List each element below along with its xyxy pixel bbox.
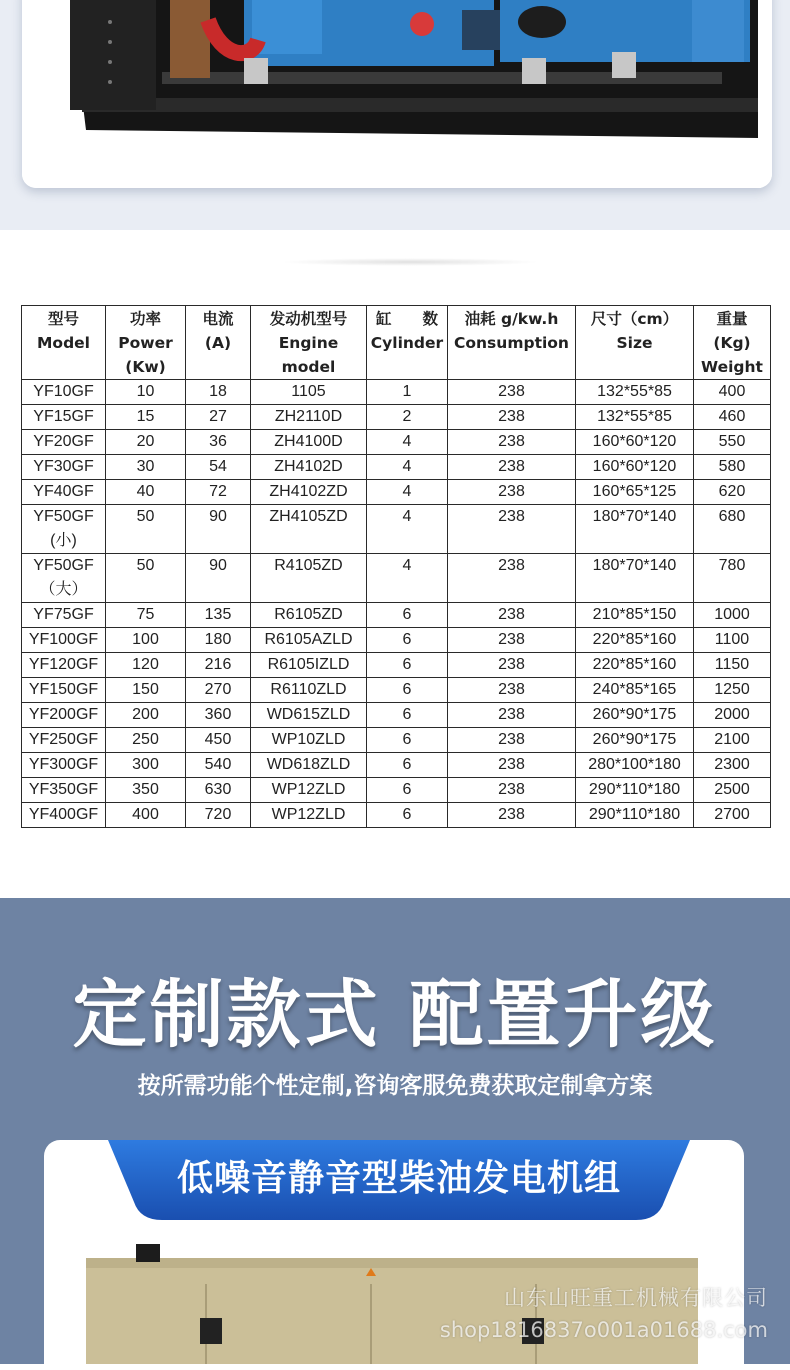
table-cell: 2300 — [694, 753, 771, 778]
table-row — [22, 678, 771, 703]
table-cell — [22, 405, 106, 430]
table-cell: 36 — [186, 430, 251, 455]
table-cell: 1105 — [251, 380, 367, 405]
table-cell: 6 — [367, 678, 448, 703]
table-cell: 250 — [106, 728, 186, 753]
table-cell: 460 — [694, 405, 771, 430]
table-cell: 238 — [448, 653, 576, 678]
spec-table-body — [22, 380, 771, 828]
model-name-line: YF40GF — [33, 483, 94, 500]
table-cell — [22, 778, 106, 803]
column-header-line: (Kw) — [125, 358, 166, 376]
table-cell — [22, 505, 106, 554]
model-name-line: YF300GF — [28, 756, 99, 773]
table-cell: 300 — [106, 753, 186, 778]
table-row — [22, 480, 771, 505]
table-cell: 160*65*125 — [576, 480, 694, 505]
table-cell — [22, 480, 106, 505]
table-cell — [22, 603, 106, 628]
promo-title: 定制款式 配置升级 — [72, 972, 718, 1058]
table-cell: 4 — [367, 505, 448, 554]
model-name-line: YF350GF — [28, 781, 99, 798]
table-cell: 580 — [694, 455, 771, 480]
table-cell: 238 — [448, 778, 576, 803]
table-cell: 1000 — [694, 603, 771, 628]
table-row — [22, 505, 771, 554]
table-cell: 1100 — [694, 628, 771, 653]
table-cell: 238 — [448, 455, 576, 480]
table-row — [22, 380, 771, 405]
table-cell: WD615ZLD — [251, 703, 367, 728]
table-cell — [22, 455, 106, 480]
model-name-line: YF120GF — [28, 656, 99, 673]
table-cell: 400 — [106, 803, 186, 828]
table-cell: 350 — [106, 778, 186, 803]
model-name-line: YF15GF — [33, 408, 94, 425]
table-cell: 132*55*85 — [576, 380, 694, 405]
spec-table — [21, 305, 771, 828]
promo-subtitle: 按所需功能个性定制,咨询客服免费获取定制拿方案 — [137, 1073, 653, 1099]
table-cell: 2700 — [694, 803, 771, 828]
table-cell: 1250 — [694, 678, 771, 703]
column-header-line: 油耗 g/kw.h — [464, 310, 559, 328]
table-cell: 18 — [186, 380, 251, 405]
table-cell: 238 — [448, 753, 576, 778]
column-header — [576, 306, 694, 380]
column-header-line: 型号 — [47, 310, 79, 328]
table-row — [22, 430, 771, 455]
table-cell: 180*70*140 — [576, 554, 694, 603]
table-cell: 6 — [367, 653, 448, 678]
table-cell: 90 — [186, 505, 251, 554]
table-cell — [22, 430, 106, 455]
table-cell: 680 — [694, 505, 771, 554]
table-row — [22, 653, 771, 678]
header-row — [22, 306, 771, 380]
table-cell: 260*90*175 — [576, 728, 694, 753]
table-cell: WP12ZLD — [251, 778, 367, 803]
table-cell — [22, 803, 106, 828]
watermark-shop: shop1816837o001a01688.com — [439, 1318, 768, 1342]
table-cell: 290*110*180 — [576, 778, 694, 803]
model-name-line: YF250GF — [28, 731, 99, 748]
table-cell: 120 — [106, 653, 186, 678]
model-name-line: YF200GF — [28, 706, 99, 723]
model-name-line: YF150GF — [28, 681, 99, 698]
table-cell: 132*55*85 — [576, 405, 694, 430]
spec-table-header — [22, 306, 771, 380]
table-cell: 238 — [448, 678, 576, 703]
table-cell — [22, 653, 106, 678]
table-cell — [22, 728, 106, 753]
table-cell: 180*70*140 — [576, 505, 694, 554]
column-header — [694, 306, 771, 380]
table-cell: 238 — [448, 480, 576, 505]
table-cell: 4 — [367, 554, 448, 603]
table-cell: 27 — [186, 405, 251, 430]
table-row — [22, 455, 771, 480]
table-cell: 1 — [367, 380, 448, 405]
table-cell: R6105AZLD — [251, 628, 367, 653]
table-cell: 280*100*180 — [576, 753, 694, 778]
column-header-line: (Kg) — [713, 334, 751, 352]
table-cell: WP10ZLD — [251, 728, 367, 753]
table-cell: 780 — [694, 554, 771, 603]
table-cell: 2 — [367, 405, 448, 430]
table-cell: WP12ZLD — [251, 803, 367, 828]
table-cell: 90 — [186, 554, 251, 603]
table-row — [22, 703, 771, 728]
column-header — [367, 306, 448, 380]
table-cell: 6 — [367, 803, 448, 828]
model-name-line: YF400GF — [28, 806, 99, 823]
table-cell: 72 — [186, 480, 251, 505]
table-cell: R4105ZD — [251, 554, 367, 603]
table-cell: 4 — [367, 455, 448, 480]
table-cell: 6 — [367, 703, 448, 728]
column-header-line: Power — [118, 334, 173, 352]
table-cell: 2500 — [694, 778, 771, 803]
table-cell: R6105IZLD — [251, 653, 367, 678]
table-row — [22, 803, 771, 828]
table-cell: 6 — [367, 628, 448, 653]
table-cell: 630 — [186, 778, 251, 803]
table-cell: 220*85*160 — [576, 653, 694, 678]
table-cell: 6 — [367, 603, 448, 628]
column-header-line: Engine — [278, 334, 339, 352]
table-cell: ZH4100D — [251, 430, 367, 455]
table-cell: ZH4105ZD — [251, 505, 367, 554]
table-cell: 540 — [186, 753, 251, 778]
decorative-shadow — [280, 258, 540, 266]
table-cell: 6 — [367, 728, 448, 753]
table-row — [22, 753, 771, 778]
model-name-line: YF75GF — [33, 606, 94, 623]
table-cell: 2000 — [694, 703, 771, 728]
table-cell: 238 — [448, 628, 576, 653]
table-cell: 160*60*120 — [576, 455, 694, 480]
table-cell: 15 — [106, 405, 186, 430]
table-cell: 200 — [106, 703, 186, 728]
column-header — [106, 306, 186, 380]
model-name-line: YF30GF — [33, 458, 94, 475]
table-cell: 1150 — [694, 653, 771, 678]
table-cell: 4 — [367, 430, 448, 455]
table-cell: R6105ZD — [251, 603, 367, 628]
table-row — [22, 778, 771, 803]
table-cell: 400 — [694, 380, 771, 405]
table-cell: 238 — [448, 803, 576, 828]
table-cell: R6110ZLD — [251, 678, 367, 703]
table-cell: 160*60*120 — [576, 430, 694, 455]
table-cell: 220*85*160 — [576, 628, 694, 653]
table-cell: 6 — [367, 778, 448, 803]
table-cell: 216 — [186, 653, 251, 678]
model-name-line: YF10GF — [33, 383, 94, 400]
table-cell: ZH4102ZD — [251, 480, 367, 505]
column-header-line: 重量 — [716, 310, 748, 328]
table-cell: 290*110*180 — [576, 803, 694, 828]
table-cell: 238 — [448, 505, 576, 554]
product-card — [22, 0, 772, 188]
table-cell: 260*90*175 — [576, 703, 694, 728]
column-header-line: Size — [616, 334, 653, 352]
model-name-line: YF20GF — [33, 433, 94, 450]
table-row — [22, 628, 771, 653]
table-cell: 50 — [106, 554, 186, 603]
table-cell: 6 — [367, 753, 448, 778]
table-cell: 4 — [367, 480, 448, 505]
table-row — [22, 603, 771, 628]
column-header-line: Consumption — [454, 334, 569, 352]
column-header-line: Weight — [701, 358, 763, 376]
table-cell: 2100 — [694, 728, 771, 753]
table-cell: 150 — [106, 678, 186, 703]
table-cell: 180 — [186, 628, 251, 653]
column-header-line: model — [281, 358, 336, 376]
table-cell: 100 — [106, 628, 186, 653]
table-cell: 10 — [106, 380, 186, 405]
table-cell: 550 — [694, 430, 771, 455]
table-row — [22, 554, 771, 603]
table-cell: 20 — [106, 430, 186, 455]
table-cell — [22, 380, 106, 405]
column-header-line: 发动机型号 — [269, 310, 348, 328]
table-cell — [22, 628, 106, 653]
table-cell: 210*85*150 — [576, 603, 694, 628]
column-header — [448, 306, 576, 380]
column-header-line: 电流 — [202, 310, 234, 328]
column-header-line: 尺寸（cm） — [590, 310, 679, 328]
column-header-line: Cylinder — [370, 334, 444, 352]
model-name-line: （大） — [39, 581, 88, 598]
model-name-line: YF100GF — [28, 631, 99, 648]
table-cell: ZH4102D — [251, 455, 367, 480]
table-cell: 240*85*165 — [576, 678, 694, 703]
table-cell: 270 — [186, 678, 251, 703]
table-cell: 238 — [448, 728, 576, 753]
table-cell: 450 — [186, 728, 251, 753]
column-header — [251, 306, 367, 380]
table-cell: 50 — [106, 505, 186, 554]
ribbon-title: 低噪音静音型柴油发电机组 — [176, 1158, 621, 1199]
table-cell: ZH2110D — [251, 405, 367, 430]
table-cell: 360 — [186, 703, 251, 728]
column-header — [186, 306, 251, 380]
table-cell: 720 — [186, 803, 251, 828]
model-name-line: (小) — [50, 532, 77, 549]
column-header-line: Model — [37, 334, 90, 352]
column-header-line: (A) — [204, 334, 232, 352]
table-cell: 238 — [448, 603, 576, 628]
diesel-generator-image — [22, 0, 772, 188]
model-name-line: YF50GF — [33, 557, 94, 574]
table-cell: 54 — [186, 455, 251, 480]
table-cell: 40 — [106, 480, 186, 505]
table-cell: 238 — [448, 430, 576, 455]
table-cell: WD618ZLD — [251, 753, 367, 778]
table-cell: 238 — [448, 380, 576, 405]
table-row — [22, 728, 771, 753]
table-cell — [22, 753, 106, 778]
table-cell: 135 — [186, 603, 251, 628]
table-cell: 238 — [448, 405, 576, 430]
table-cell: 30 — [106, 455, 186, 480]
table-cell: 75 — [106, 603, 186, 628]
table-cell — [22, 678, 106, 703]
table-cell — [22, 554, 106, 603]
watermark-company: 山东山旺重工机械有限公司 — [504, 1286, 768, 1310]
column-header-line: 功率 — [129, 310, 161, 328]
table-cell: 620 — [694, 480, 771, 505]
model-name-line: YF50GF — [33, 508, 94, 525]
table-cell — [22, 703, 106, 728]
table-cell: 238 — [448, 554, 576, 603]
column-header-line: 缸 数 — [375, 310, 438, 328]
table-row — [22, 405, 771, 430]
table-cell: 238 — [448, 703, 576, 728]
column-header — [22, 306, 106, 380]
